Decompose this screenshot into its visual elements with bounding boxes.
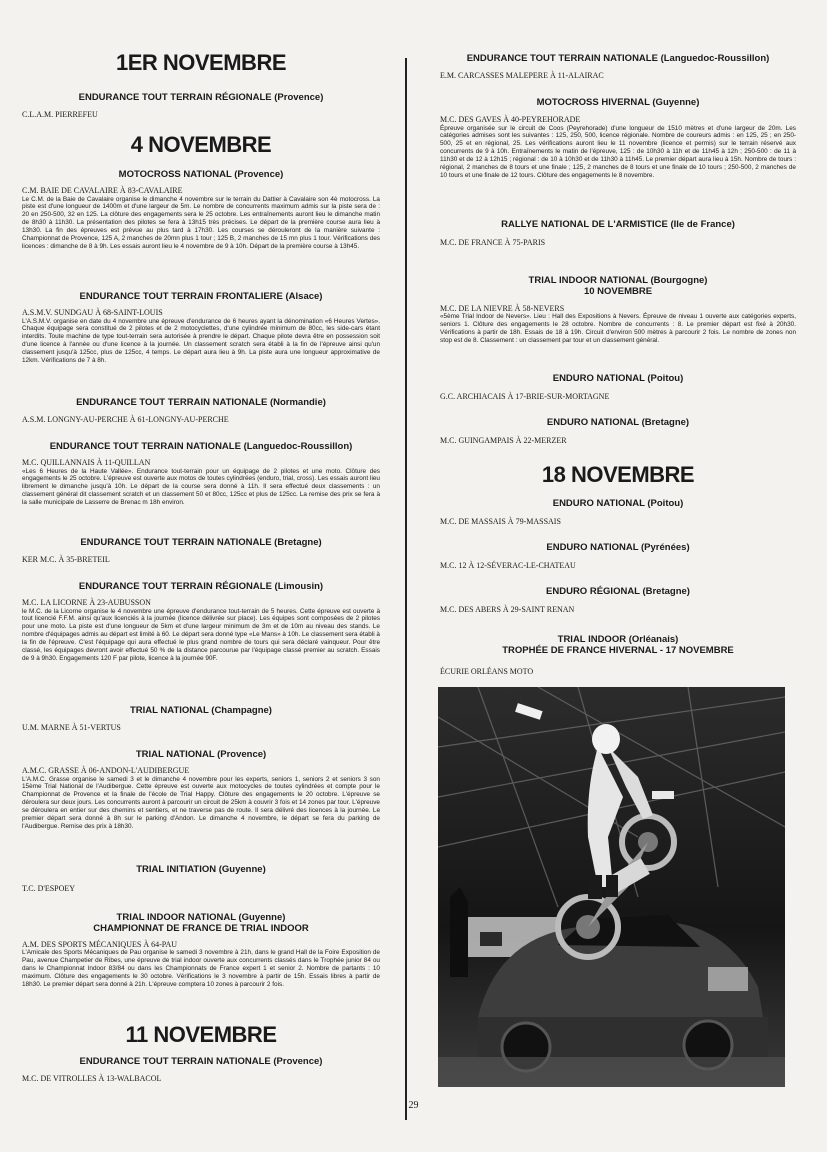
event-title: TRIAL NATIONAL (Champagne) (130, 705, 272, 716)
event-title: ENDURO NATIONAL (Poitou) (552, 373, 684, 384)
event-club: A.M.C. GRASSE À 06-ANDON-L'AUDIBERGUE (22, 765, 190, 775)
event-title: ENDURANCE TOUT TERRAIN RÉGIONALE (Provence) (78, 92, 324, 103)
event-club: M.C. DE FRANCE À 75-PARIS (440, 237, 546, 247)
event-block (22, 706, 380, 733)
event-block (22, 93, 380, 120)
event-club: U.M. MARNE À 51-VERTUS (22, 722, 121, 732)
date-18-novembre: 18 NOVEMBRE (541, 462, 695, 487)
event-block (440, 220, 796, 248)
event-block (440, 587, 796, 615)
event-club: M.C. DES GAVES À 40-PEYREHORADE (440, 114, 581, 124)
date-heading (22, 134, 380, 156)
event-club: A.S.M. LONGNY-AU-PERCHE À 61-LONGNY-AU-PERCHE (22, 414, 229, 424)
event-club: M.C. 12 À 12-SÉVERAC-LE-CHATEAU (440, 560, 576, 570)
event-club: ÉCURIE ORLÉANS MOTO (440, 666, 534, 676)
event-block (22, 913, 380, 989)
event-description: «5ème Trial Indoor de Nevers». Lieu : Hall des Expositions à Nevers. Épreuve de niveau 1 ouverte aux catégories experts, seniors 1. Clôture des engagements le 28 octobre. Nombre de concurrents : 8. Le premier départ est fixé à 20h30. Vérifications à partir de 18h. Essais de 18 à 19h. Circuit d'environ 500 mètres à parcourir 2 fois. Le nombre de zones non stop est de 8. Classement : un classement par tour et un classement général. (440, 313, 796, 345)
event-club: M.C. GUINGAMPAIS À 22-MERZER (440, 435, 567, 445)
event-block (22, 865, 380, 894)
event-title: MOTOCROSS NATIONAL (Provence) (118, 169, 284, 180)
event-block (22, 442, 380, 507)
event-club: KER M.C. À 35-BRETEIL (22, 554, 110, 564)
event-block (22, 170, 380, 251)
date-1er-novembre: 1ER NOVEMBRE (115, 50, 287, 75)
event-title: TRIAL INDOOR (Orléanais) (557, 634, 679, 645)
page-number: 29 (408, 1100, 419, 1111)
event-title: TRIAL NATIONAL (Provence) (135, 749, 267, 760)
event-title: MOTOCROSS HIVERNAL (Guyenne) (536, 97, 700, 108)
date-heading (22, 1024, 380, 1046)
event-title: ENDURANCE TOUT TERRAIN NATIONALE (Bretagne) (80, 537, 322, 548)
date-11-novembre: 11 NOVEMBRE (125, 1022, 277, 1047)
event-block (440, 543, 796, 571)
event-club: M.C. DE VITROLLES À 13-WALBACOL (22, 1073, 162, 1083)
event-subtitle: TROPHÉE DE FRANCE HIVERNAL - 17 NOVEMBRE (502, 644, 734, 656)
event-block (440, 54, 796, 81)
event-title: ENDURO NATIONAL (Pyrénées) (546, 542, 690, 553)
event-club: G.C. ARCHIACAIS À 17-BRIE-SUR-MORTAGNE (440, 391, 610, 401)
event-description: Le C.M. de la Baie de Cavalaire organise le dimanche 4 novembre sur le terrain du Dattier à Cavalaire son 4è motocross. La piste est d'une longueur de 1400m et d'une largeur de 5m. Le nombre de concurrents maximum admis sur la piste sera de : 20 en 250-500, 32 en 125. La clôture des engagements sera le 25 octobre. Les entraînements auront lieu le dimanche matin de 8h30 à 11h30. La présentation des pilotes se fera à 13h15 très précises. Le départ de la première course aura lieu à 13h30. La fin des épreuves est prévue au plus tard à 17h30. Les courses se dérouleront de la manière suivante : Championnat de Provence, 125 A, 2 manches de 20mn plus 1 tour ; 125 B, 2 manches de 15 mn plus 1 tour. Vérifications des licences : dimanche de 8 à 9h. Les essais auront lieu le 4 novembre de 9 à 10h. Départ de la première course à 13h45. (22, 195, 380, 251)
event-subtitle: 10 NOVEMBRE (583, 285, 653, 297)
event-block (22, 398, 380, 425)
event-title: ENDURANCE TOUT TERRAIN NATIONALE (Languedoc-Roussillon) (49, 441, 353, 452)
event-title: ENDURO NATIONAL (Poitou) (552, 498, 684, 509)
event-block (440, 98, 796, 180)
event-club: M.C. QUILLANNAIS À 11-QUILLAN (22, 457, 151, 467)
event-title: RALLYE NATIONAL DE L'ARMISTICE (Ile de France) (501, 219, 735, 230)
event-title: ENDURANCE TOUT TERRAIN FRONTALIERE (Alsace) (79, 291, 323, 302)
date-heading (22, 52, 380, 74)
event-description: L'A.S.M.V. organise en date du 4 novembre une épreuve d'endurance de 6 heures ayant la dénomination «6 Heures Vertes». Chaque équipage sera constitué de 2 pilotes et de 2 motocyclettes, d'une cylindrée minimum de 80cc, les side-cars étant interdits. Toute machine de type tout-terrain sera autorisée à prendre le départ. Chaque pilote devra être en possession soit d'une licence à l'année ou d'une licence à la journée. Un classement scratch sera établi à la fin de l'épreuve ainsi qu'un classement jusqu'à 125cc, plus de 125cc, 4 temps. Le départ aura lieu à 9h. La piste aura une longueur approximative de 12km. Vérifications de 7 à 8h. (22, 317, 380, 365)
event-block (22, 750, 380, 831)
event-block (22, 292, 380, 365)
event-title: TRIAL INDOOR NATIONAL (Guyenne) (116, 912, 286, 923)
event-club: C.L.A.M. PIERREFEU (22, 109, 98, 119)
event-club: M.C. LA LICORNE À 23-AUBUSSON (22, 597, 151, 607)
event-block (22, 538, 380, 565)
event-club: M.C. DES ABERS À 29-SAINT RENAN (440, 604, 575, 614)
trial-photo (438, 687, 785, 1087)
event-title: ENDURO NATIONAL (Bretagne) (546, 417, 690, 428)
event-block (22, 1057, 380, 1084)
event-club: A.S.M.V. SUNDGAU À 68-SAINT-LOUIS (22, 307, 163, 317)
date-heading (440, 464, 796, 486)
event-club: M.C. DE MASSAIS À 79-MASSAIS (440, 516, 561, 526)
event-block (440, 374, 796, 402)
event-subtitle: CHAMPIONNAT DE FRANCE DE TRIAL INDOOR (93, 922, 309, 934)
event-description: L'A.M.C. Grasse organise le samedi 3 et le dimanche 4 novembre pour les experts, seniors 1, seniors 2 et seniors 3 son 15ème Trial National de l'Audibergue. Cette épreuve est ouverte aux motocycles de toutes cylindrées et compte pour le Championnat de Provence et la finale de l'école de Trial Happy. Clôture des engagements le 20 octobre. L'épreuve se déroulera sur deux jours. Les concurrents auront à parcourir un circuit de 25km à couvrir 3 fois et 14 zones par tour. L'épreuve se déroulera en entier sur des chemins et sentiers, et ne traverse pas de route. Il sera délivré des licences à la journée. Le premier départ sera donné à 8h sur le parking d'Andon. Le dimanche 4 novembre, le départ se fera du parking de l'Audibergue. Remise des prix à 18h30. (22, 775, 380, 831)
date-4-novembre: 4 NOVEMBRE (130, 132, 272, 157)
event-block (440, 418, 796, 446)
event-title: ENDURANCE TOUT TERRAIN RÉGIONALE (Limousin) (78, 581, 324, 592)
event-club: A.M. DES SPORTS MÉCANIQUES À 64-PAU (22, 939, 178, 949)
event-description: L'Amicale des Sports Mécaniques de Pau organise le samedi 3 novembre à 21h, dans le grand Hall de la Foire Exposition de Pau, avenue Champetier de Ribes, une épreuve de trial indoor ouverte aux concurrents classés dans le Trophée junior 84 ou dans le Championnat Indoor 83/84 ou dans les Championnats de France expert 1 et senior 2. Nombre de partants : 10 maximum. Clôture des engagements le 30 octobre. Vérifications le 3 novembre à partir de 15h. Essais libres à partir de 18h30. Le premier départ sera donné à 21h. L'épreuve comptera 10 zones à parcourir 2 fois. (22, 949, 380, 989)
event-club: C.M. BAIE DE CAVALAIRE À 83-CAVALAIRE (22, 185, 183, 195)
event-block (22, 582, 380, 663)
event-title: ENDURANCE TOUT TERRAIN NATIONALE (Provence) (79, 1056, 323, 1067)
event-club: M.C. DE LA NIEVRE À 58-NEVERS (440, 303, 565, 313)
event-club: T.C. D'ESPOEY (22, 883, 76, 893)
event-title: TRIAL INITIATION (Guyenne) (136, 864, 266, 875)
trial-rider-on-car-illustration (438, 687, 785, 1087)
column-divider (405, 58, 407, 1120)
event-club: E.M. CARCASSES MALEPERE À 11-ALAIRAC (440, 70, 604, 80)
event-description: Épreuve organisée sur le circuit de Coos (Peyrehorade) d'une longueur de 1510 mètres et d'une largeur de 20m. Les catégories admises sont les suivantes : 125, 250, 500, licence régionale. Nombre de coureurs admis : en 125, 25 ; en 250-500, 25 et en régional, 25. Les vérifications auront lieu le 11 novembre (licence et permis) sur le terrain réservé aux concurrents de 9 à 10h. Entraînements le matin de l'épreuve, 125 : de 10h30 à 11h et de 11h45 à 12h ; 250-500 : de 11 à 11h30 et de 12 à 12h15 ; régional : de 10 à 10h30 et de 11h30 à 11h45. Le premier départ aura lieu à 15h. Nombre de tours : régional, 2 manches de 8 tours et une finale ; 125, 2 manches de 8 tours et une finale de 10 tours ; 250-500, 2 manches de 10 tours et une finale de 12 tours. Clôture des engagements le 8 novembre. (440, 124, 796, 180)
event-block (440, 635, 796, 676)
event-title: ENDURO RÉGIONAL (Bretagne) (546, 586, 690, 597)
event-description: le M.C. de la Licorne organise le 4 novembre une épreuve d'endurance tout-terrain de 5 heures. Cette épreuve est ouverte à tout licencié F.F.M. ainsi qu'aux licenciés à la journée (licence délivrée sur place). Les équipes sont composées de 2 pilotes pour une moto. La piste est d'une longueur de 5km et d'une largeur minimum de 3m et de 10m au niveau des stands. Le nombre d'équipages admis au départ est limité à 60. Le départ sera donné type «Le Mans» à 10h. Le classement sera établi à la fin de l'épreuve. C'est l'équipage qui aura effectué le plus grand nombre de tours qui sera déclaré vainqueur. Pour être classé, les équipages devront avoir effectué 50 % de la distance parcourue par l'équipage classé premier au scratch. Essais de 9 à 9h30. Engagements 120 F par pilote, licence à la journée 90F. (22, 607, 380, 663)
event-block (440, 499, 796, 527)
event-title: ENDURANCE TOUT TERRAIN NATIONALE (Normandie) (76, 397, 326, 408)
event-title: ENDURANCE TOUT TERRAIN NATIONALE (Languedoc-Roussillon) (466, 53, 770, 64)
event-block (440, 276, 796, 345)
event-description: «Les 6 Heures de la Haute Vallée». Endurance tout-terrain pour un équipage de 2 pilotes et une moto. Clôture des engagements le 25 octobre. L'épreuve est ouverte aux motos de toutes cylindrées (enduro, trial, cross). Les essais auront lieu librement le dimanche jusqu'à 10h. Le départ de la course sera donné à 11h. Il sera effectué deux classements : un classement général dit classement scratch et un classement 50 et 80cc, 125cc et plus de 125cc. La remise des prix se fera à la salle municipale de Lasserre de Brenac m 18h environ. (22, 467, 380, 507)
event-title: TRIAL INDOOR NATIONAL (Bourgogne) (528, 275, 708, 286)
